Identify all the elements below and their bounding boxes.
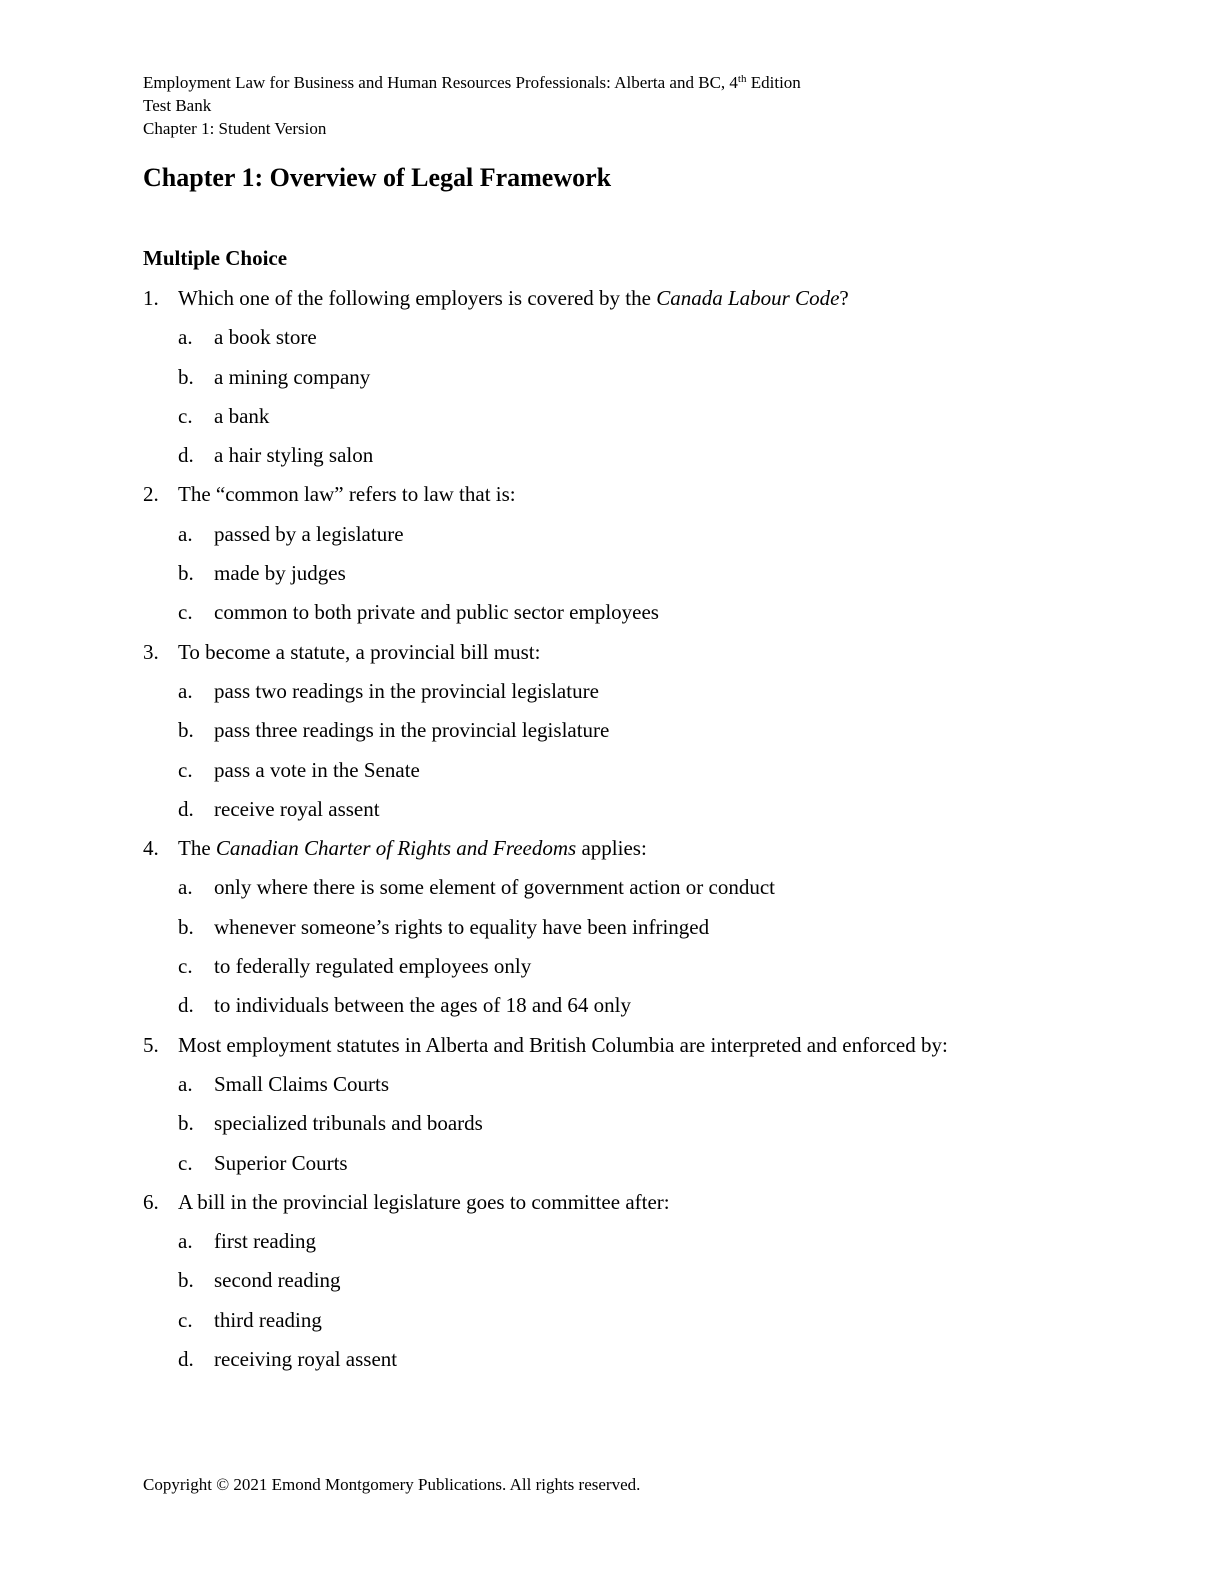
option-text: pass three readings in the provincial legislature [214, 718, 610, 743]
option-text: Superior Courts [214, 1150, 348, 1175]
option-text: receiving royal assent [214, 1347, 398, 1372]
question-text-pre: The “common law” refers to law that is: [178, 482, 516, 507]
running-header [143, 71, 801, 140]
option-text: receive royal assent [214, 796, 380, 821]
option-letter: a. [178, 325, 193, 350]
option-text: pass two readings in the provincial legislature [214, 678, 599, 703]
option-text: Small Claims Courts [214, 1071, 390, 1096]
header-edition-text: Edition [746, 73, 801, 92]
option-letter: a. [178, 1229, 193, 1254]
header-test-bank: Test Bank [143, 96, 212, 115]
option-text: third reading [214, 1307, 322, 1332]
section-heading: Multiple Choice [143, 246, 288, 270]
question-text-post: ? [839, 286, 849, 310]
option-text: passed by a legislature [214, 521, 404, 546]
chapter-title: Chapter 1: Overview of Legal Framework [143, 163, 612, 192]
header-book-title [143, 71, 801, 94]
question-text [178, 1026, 948, 1065]
option-text: first reading [214, 1229, 317, 1254]
option-letter: c. [178, 1150, 193, 1175]
question-number: 6. [143, 1189, 159, 1214]
option-letter: d. [178, 443, 194, 468]
question-text [178, 1183, 670, 1222]
option-text: a mining company [214, 364, 371, 389]
question-text-pre: Most employment statutes in Alberta and British Columbia are interpreted and enforced by: [178, 1032, 948, 1057]
option-letter: b. [178, 914, 194, 939]
option-text: second reading [214, 1268, 341, 1293]
option-letter: c. [178, 757, 193, 782]
option-letter: c. [178, 403, 193, 428]
option-text: a book store [214, 325, 317, 350]
option-text: made by judges [214, 561, 346, 586]
header-edition-sup: th [737, 73, 747, 85]
option-letter: a. [178, 678, 193, 703]
question-text-italic: Canadian Charter of Rights and Freedoms [215, 836, 577, 861]
option-text: specialized tribunals and boards [214, 1111, 483, 1136]
question-number: 3. [143, 639, 159, 664]
question-text-pre: A bill in the provincial legislature goes to committee after: [178, 1189, 670, 1214]
option-letter: b. [178, 1111, 194, 1136]
option-text: a hair styling salon [214, 443, 374, 468]
question-number: 1. [143, 286, 159, 310]
option-text: a bank [214, 403, 270, 428]
option-letter: d. [178, 796, 194, 821]
question-text-post: applies: [576, 836, 647, 861]
option-text: common to both private and public sector employees [214, 600, 659, 625]
option-letter: b. [178, 364, 194, 389]
question-number: 4. [143, 836, 159, 861]
question-number: 2. [143, 482, 159, 507]
question-text [178, 829, 647, 868]
option-letter: b. [178, 718, 194, 743]
option-text: pass a vote in the Senate [214, 757, 420, 782]
option-letter: c. [178, 1307, 193, 1332]
question-text [178, 475, 516, 514]
option-letter: b. [178, 1268, 194, 1293]
option-text: whenever someone’s rights to equality have been infringed [214, 914, 710, 939]
question-text-italic: Canada Labour Code [656, 286, 840, 310]
option-text: to federally regulated employees only [214, 954, 532, 979]
option-letter: a. [178, 521, 193, 546]
option-letter: c. [178, 954, 193, 979]
question-text [178, 633, 540, 672]
header-title-text: Employment Law for Business and Human Resources Professionals: Alberta and BC, 4 [143, 73, 738, 92]
question-text-pre: To become a statute, a provincial bill must: [178, 639, 541, 664]
option-letter: a. [178, 875, 193, 900]
question-number: 5. [143, 1032, 159, 1057]
option-letter: c. [178, 600, 193, 625]
question-text [178, 279, 849, 318]
option-letter: b. [178, 561, 194, 586]
option-letter: d. [178, 993, 194, 1018]
option-letter: a. [178, 1071, 193, 1096]
option-text: to individuals between the ages of 18 and 64 only [214, 993, 631, 1018]
option-letter: d. [178, 1347, 194, 1372]
question-text-pre: Which one of the following employers is covered by the [178, 286, 657, 310]
option-text: only where there is some element of government action or conduct [214, 875, 775, 900]
question-text-pre: The [178, 836, 216, 861]
copyright-footer: Copyright © 2021 Emond Montgomery Publications. All rights reserved. [143, 1475, 641, 1494]
header-chapter-version: Chapter 1: Student Version [143, 119, 327, 138]
